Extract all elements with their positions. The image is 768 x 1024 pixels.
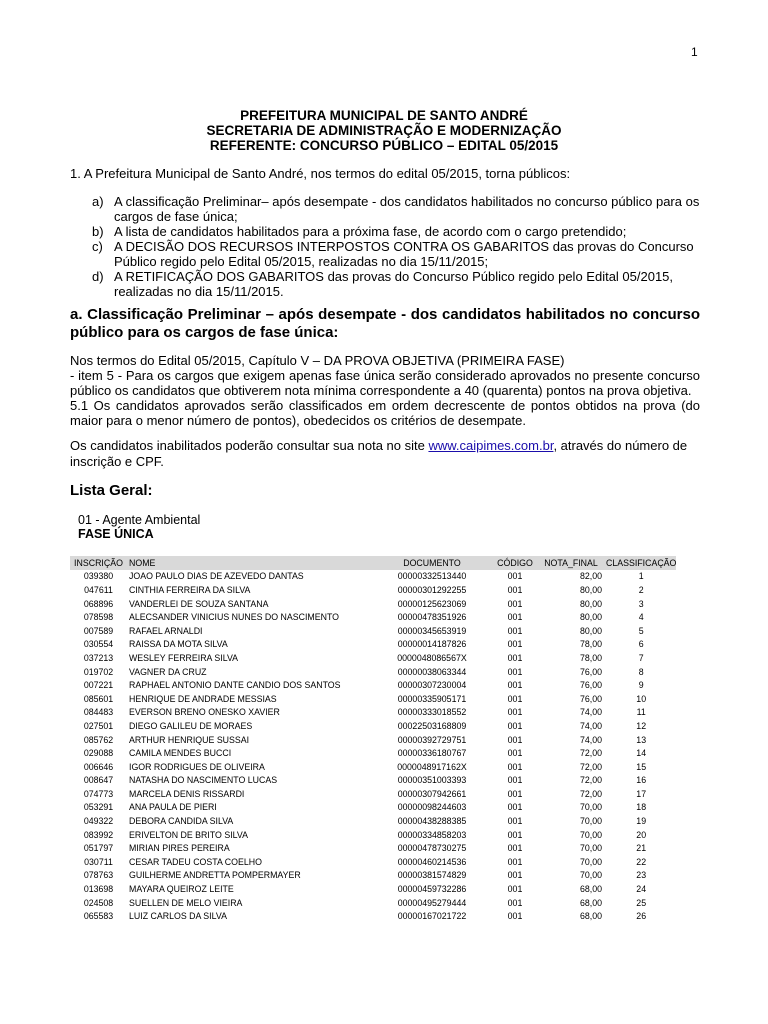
table-row [70, 651, 676, 665]
cell-classificacao: 22 [636, 856, 647, 867]
inabilitados-paragraph [70, 438, 700, 470]
page-number: 1 [691, 45, 698, 59]
cell-nome: ANA PAULA DE PIERI [129, 802, 217, 813]
cell-inscricao: 078763 [83, 870, 114, 881]
cell-nota-final: 80,00 [579, 625, 602, 636]
cell-classificacao: 5 [638, 625, 644, 636]
cell-documento: 00000495279444 [397, 897, 467, 908]
cargo-title: 01 - Agente Ambiental [78, 513, 201, 527]
table-row [70, 828, 676, 842]
cell-inscricao: 084483 [83, 707, 114, 718]
cell-nota-final: 68,00 [579, 911, 602, 922]
cell-inscricao: 078598 [83, 612, 114, 623]
cell-inscricao: 068896 [83, 598, 114, 609]
cell-codigo: 001 [507, 612, 523, 623]
table-row [70, 855, 676, 869]
cell-nota-final: 80,00 [579, 612, 602, 623]
cell-nota-final: 70,00 [579, 843, 602, 854]
cell-classificacao: 18 [636, 802, 647, 813]
cell-codigo: 001 [507, 856, 523, 867]
table-row [70, 624, 676, 638]
cell-nome: RAISSA DA MOTA SILVA [129, 639, 228, 650]
column-header-classificacao: CLASSIFICAÇÃO [606, 557, 677, 568]
table-row [70, 760, 676, 774]
terms-line-1: Nos termos do Edital 05/2015, Capítulo V – DA PROVA OBJETIVA (PRIMEIRA FASE) [70, 353, 565, 368]
document-header [0, 108, 768, 153]
cell-classificacao: 2 [638, 584, 644, 595]
cell-nota-final: 74,00 [579, 707, 602, 718]
cell-nome: EVERSON BRENO ONESKO XAVIER [129, 707, 280, 718]
cell-nome: SUELLEN DE MELO VIEIRA [129, 897, 243, 908]
list-item-text: A classificação Preliminar– após desempate - dos candidatos habilitados no concurso público para os cargos de fase única; [114, 194, 700, 224]
terms-paragraph [70, 353, 700, 428]
cell-inscricao: 013698 [83, 884, 114, 895]
table-row [70, 733, 676, 747]
cell-nome: ALECSANDER VINICIUS NUNES DO NASCIMENTO [129, 612, 340, 623]
cell-inscricao: 083992 [83, 829, 114, 840]
cell-inscricao: 037213 [83, 652, 114, 663]
cell-documento: 00000478351926 [397, 612, 467, 623]
cell-inscricao: 049322 [83, 816, 114, 827]
table-row [70, 678, 676, 692]
cell-documento: 00000014187826 [397, 639, 467, 650]
cell-documento: 00000307942661 [397, 788, 467, 799]
cell-nome: JOAO PAULO DIAS DE AZEVEDO DANTAS [129, 571, 304, 582]
inabilitados-text-after: , através do número de inscrição e CPF. [70, 438, 688, 469]
cell-inscricao: 051797 [83, 843, 114, 854]
cell-nome: VANDERLEI DE SOUZA SANTANA [129, 598, 269, 609]
cell-nome: DEBORA CANDIDA SILVA [129, 816, 234, 827]
table-row [70, 665, 676, 679]
cell-nome: RAFAEL ARNALDI [129, 625, 203, 636]
cell-inscricao: 047611 [84, 584, 113, 595]
cell-nome: RAPHAEL ANTONIO DANTE CANDIO DOS SANTOS [129, 680, 341, 691]
cell-nome: CAMILA MENDES BUCCI [129, 748, 232, 759]
cell-classificacao: 9 [638, 680, 644, 691]
column-header-nome: NOME [127, 556, 370, 570]
cell-nota-final: 74,00 [579, 720, 602, 731]
cell-codigo: 001 [507, 775, 523, 786]
cell-classificacao: 12 [636, 720, 647, 731]
cell-documento: 00022503168809 [397, 720, 467, 731]
cell-codigo: 001 [507, 639, 523, 650]
list-item [92, 194, 700, 224]
cell-inscricao: 007221 [83, 680, 114, 691]
cell-documento: 00000098244603 [397, 802, 467, 813]
cell-codigo: 001 [507, 761, 523, 772]
cell-documento: 00000381574829 [397, 870, 467, 881]
cell-classificacao: 6 [638, 639, 644, 650]
lista-geral-heading: Lista Geral: [70, 482, 153, 499]
table-row [70, 610, 676, 624]
cell-nota-final: 68,00 [579, 897, 602, 908]
header-line-1: PREFEITURA MUNICIPAL DE SANTO ANDRÉ [240, 108, 528, 123]
list-item-text: A DECISÃO DOS RECURSOS INTERPOSTOS CONTRA OS GABARITOS das provas do Concurso Público regido pelo Edital 05/2015, realizadas no dia 15/11/2015; [114, 239, 694, 269]
cell-classificacao: 11 [636, 707, 646, 718]
table-row [70, 869, 676, 883]
cell-nome: GUILHERME ANDRETTA POMPERMAYER [129, 870, 301, 881]
cell-nota-final: 68,00 [579, 884, 602, 895]
cell-nota-final: 72,00 [579, 775, 602, 786]
table-row [70, 774, 676, 788]
cell-inscricao: 027501 [83, 720, 114, 731]
cell-nome: DIEGO GALILEU DE MORAES [129, 720, 253, 731]
cell-inscricao: 006646 [83, 761, 114, 772]
cell-codigo: 001 [507, 707, 523, 718]
cell-documento: 00000459732286 [397, 884, 467, 895]
cell-documento: 00000301292255 [397, 584, 467, 595]
cell-inscricao: 019702 [83, 666, 114, 677]
cell-nome: ARTHUR HENRIQUE SUSSAI [129, 734, 250, 745]
table-row [70, 719, 676, 733]
items-list [92, 194, 700, 299]
cell-codigo: 001 [507, 802, 523, 813]
cell-codigo: 001 [507, 816, 523, 827]
cell-codigo: 001 [507, 843, 523, 854]
cell-inscricao: 024508 [83, 897, 114, 908]
cell-codigo: 001 [507, 897, 523, 908]
cell-nota-final: 74,00 [579, 734, 602, 745]
cell-nota-final: 76,00 [579, 693, 602, 704]
cell-nota-final: 70,00 [579, 829, 602, 840]
cell-nome: ERIVELTON DE BRITO SILVA [129, 829, 248, 840]
cell-nome: CESAR TADEU COSTA COELHO [129, 856, 262, 867]
cell-documento: 00000460214536 [397, 856, 467, 867]
cell-classificacao: 21 [636, 843, 647, 854]
cell-nota-final: 76,00 [579, 666, 602, 677]
table-row [70, 583, 676, 597]
list-item-label: a) [92, 194, 104, 209]
cell-documento: 00000345653919 [397, 625, 467, 636]
table-row [70, 801, 676, 815]
caipimes-link[interactable]: www.caipimes.com.br [428, 438, 554, 453]
cell-nome: VAGNER DA CRUZ [129, 666, 207, 677]
cell-documento: 00000167021722 [397, 911, 467, 922]
cell-documento: 0000048917162X [397, 761, 467, 772]
terms-line-2: - item 5 - Para os cargos que exigem apenas fase única serão considerado aprovados no presente concurso público os candidatos que obtiverem nota mínima correspondente a 40 (quarenta) pontos na prova objetiva. [70, 368, 700, 398]
cell-inscricao: 008647 [83, 775, 114, 786]
cell-classificacao: 10 [636, 693, 647, 704]
cell-documento: 00000392729751 [397, 734, 467, 745]
fase-title: FASE ÚNICA [78, 527, 154, 541]
cell-documento: 00000351003393 [397, 775, 467, 786]
cell-nota-final: 82,00 [579, 571, 602, 582]
cell-classificacao: 19 [636, 816, 647, 827]
cell-codigo: 001 [507, 911, 523, 922]
list-item-label: b) [92, 224, 104, 239]
column-header-inscricao: INSCRIÇÃO [70, 556, 127, 570]
cell-classificacao: 23 [636, 870, 647, 881]
cell-documento: 00000333018552 [397, 707, 467, 718]
cell-nome: MIRIAN PIRES PEREIRA [129, 843, 230, 854]
cell-nota-final: 72,00 [579, 788, 602, 799]
cell-inscricao: 074773 [83, 788, 114, 799]
table-row [70, 638, 676, 652]
list-item-label: c) [92, 239, 103, 254]
list-item [92, 239, 700, 269]
cell-classificacao: 13 [636, 734, 647, 745]
cell-documento: 00000336180767 [397, 748, 467, 759]
table-row [70, 882, 676, 896]
cell-classificacao: 15 [636, 761, 647, 772]
list-item [92, 224, 700, 239]
cell-inscricao: 007589 [83, 625, 114, 636]
cell-codigo: 001 [507, 571, 523, 582]
cell-codigo: 001 [507, 720, 523, 731]
cell-codigo: 001 [507, 870, 523, 881]
cell-inscricao: 029088 [83, 748, 114, 759]
cell-classificacao: 7 [638, 652, 644, 663]
terms-line-3: 5.1 Os candidatos aprovados serão classificados em ordem decrescente de pontos obtidos na prova (do maior para o menor número de pontos), obedecidos os critérios de desempate. [70, 398, 700, 428]
cell-nota-final: 78,00 [579, 639, 602, 650]
cell-nome: NATASHA DO NASCIMENTO LUCAS [129, 775, 278, 786]
column-header-codigo: CÓDIGO [494, 556, 536, 570]
cell-codigo: 001 [507, 584, 523, 595]
cell-classificacao: 4 [638, 612, 644, 623]
cell-nome: CINTHIA FERREIRA DA SILVA [129, 584, 251, 595]
cell-nome: HENRIQUE DE ANDRADE MESSIAS [129, 693, 277, 704]
cell-codigo: 001 [507, 625, 523, 636]
cell-nota-final: 78,00 [579, 652, 602, 663]
cell-nome: MARCELA DENIS RISSARDI [129, 788, 245, 799]
cell-classificacao: 14 [636, 748, 647, 759]
cell-codigo: 001 [507, 734, 523, 745]
cell-documento: 0000048086567X [397, 652, 467, 663]
cell-classificacao: 20 [636, 829, 647, 840]
cell-nota-final: 80,00 [579, 584, 602, 595]
cell-codigo: 001 [507, 829, 523, 840]
cell-classificacao: 17 [636, 788, 647, 799]
cell-codigo: 001 [507, 748, 523, 759]
inabilitados-text-before: Os candidatos inabilitados poderão consultar sua nota no site [70, 438, 429, 453]
classification-table [70, 556, 676, 923]
cell-documento: 00000332513440 [397, 571, 467, 582]
cell-classificacao: 8 [638, 666, 644, 677]
cell-nota-final: 72,00 [579, 761, 602, 772]
cell-classificacao: 1 [638, 571, 644, 582]
cell-nome: MAYARA QUEIROZ LEITE [129, 884, 234, 895]
column-header-nota-final: NOTA_FINAL [536, 556, 606, 570]
table-body [70, 570, 676, 923]
column-header-documento: DOCUMENTO [370, 556, 494, 570]
cell-inscricao: 053291 [83, 802, 114, 813]
section-title: a. Classificação Preliminar – após desempate - dos candidatos habilitados no concurso público para os cargos de fase única: [70, 306, 700, 341]
list-item-text: A lista de candidatos habilitados para a próxima fase, de acordo com o cargo pretendido; [114, 224, 627, 239]
cell-nota-final: 70,00 [579, 856, 602, 867]
cell-documento: 00000125623069 [397, 598, 467, 609]
cell-nota-final: 72,00 [579, 748, 602, 759]
cell-inscricao: 030554 [83, 639, 114, 650]
intro-paragraph: 1. A Prefeitura Municipal de Santo André, nos termos do edital 05/2015, torna públicos: [70, 166, 571, 181]
cell-nome: WESLEY FERREIRA SILVA [129, 652, 239, 663]
cell-inscricao: 065583 [83, 911, 114, 922]
cell-documento: 00000334858203 [397, 829, 467, 840]
cell-classificacao: 26 [636, 911, 647, 922]
cell-inscricao: 085601 [83, 693, 114, 704]
cell-codigo: 001 [507, 652, 523, 663]
cell-nota-final: 70,00 [579, 816, 602, 827]
table-row [70, 692, 676, 706]
table-row [70, 896, 676, 910]
table-row [70, 570, 676, 584]
list-item [92, 269, 700, 299]
table-row [70, 909, 676, 923]
cell-classificacao: 25 [636, 897, 647, 908]
cell-classificacao: 24 [636, 884, 647, 895]
cell-documento: 00000038063344 [397, 666, 467, 677]
table-header-row [70, 556, 676, 570]
header-line-2: SECRETARIA DE ADMINISTRAÇÃO E MODERNIZAÇÃO [206, 123, 562, 138]
list-item-text: A RETIFICAÇÃO DOS GABARITOS das provas do Concurso Público regido pelo Edital 05/2015, realizadas no dia 15/11/2015. [114, 269, 674, 299]
list-item-label: d) [92, 269, 104, 284]
table-row [70, 841, 676, 855]
cell-nota-final: 76,00 [579, 680, 602, 691]
cell-documento: 00000438288385 [397, 816, 467, 827]
cell-nota-final: 70,00 [579, 870, 602, 881]
cell-classificacao: 3 [638, 598, 644, 609]
cell-nota-final: 80,00 [579, 598, 602, 609]
cell-codigo: 001 [507, 693, 523, 704]
table-row [70, 787, 676, 801]
cell-nome: IGOR RODRIGUES DE OLIVEIRA [129, 761, 265, 772]
cell-nome: LUIZ CARLOS DA SILVA [129, 911, 227, 922]
cell-classificacao: 16 [636, 775, 647, 786]
cell-documento: 00000307230004 [397, 680, 467, 691]
cell-codigo: 001 [507, 788, 523, 799]
cell-codigo: 001 [507, 666, 523, 677]
table-row [70, 597, 676, 611]
cell-codigo: 001 [507, 598, 523, 609]
cell-documento: 00000478730275 [397, 843, 467, 854]
cell-codigo: 001 [507, 884, 523, 895]
cell-documento: 00000335905171 [397, 693, 467, 704]
table-row [70, 814, 676, 828]
table-row [70, 706, 676, 720]
header-line-3: REFERENTE: CONCURSO PÚBLICO – EDITAL 05/2015 [209, 138, 559, 153]
cell-codigo: 001 [507, 680, 523, 691]
cell-inscricao: 039380 [83, 571, 114, 582]
cell-nota-final: 70,00 [579, 802, 602, 813]
cell-inscricao: 030711 [84, 856, 113, 867]
cell-inscricao: 085762 [83, 734, 114, 745]
table-row [70, 746, 676, 760]
